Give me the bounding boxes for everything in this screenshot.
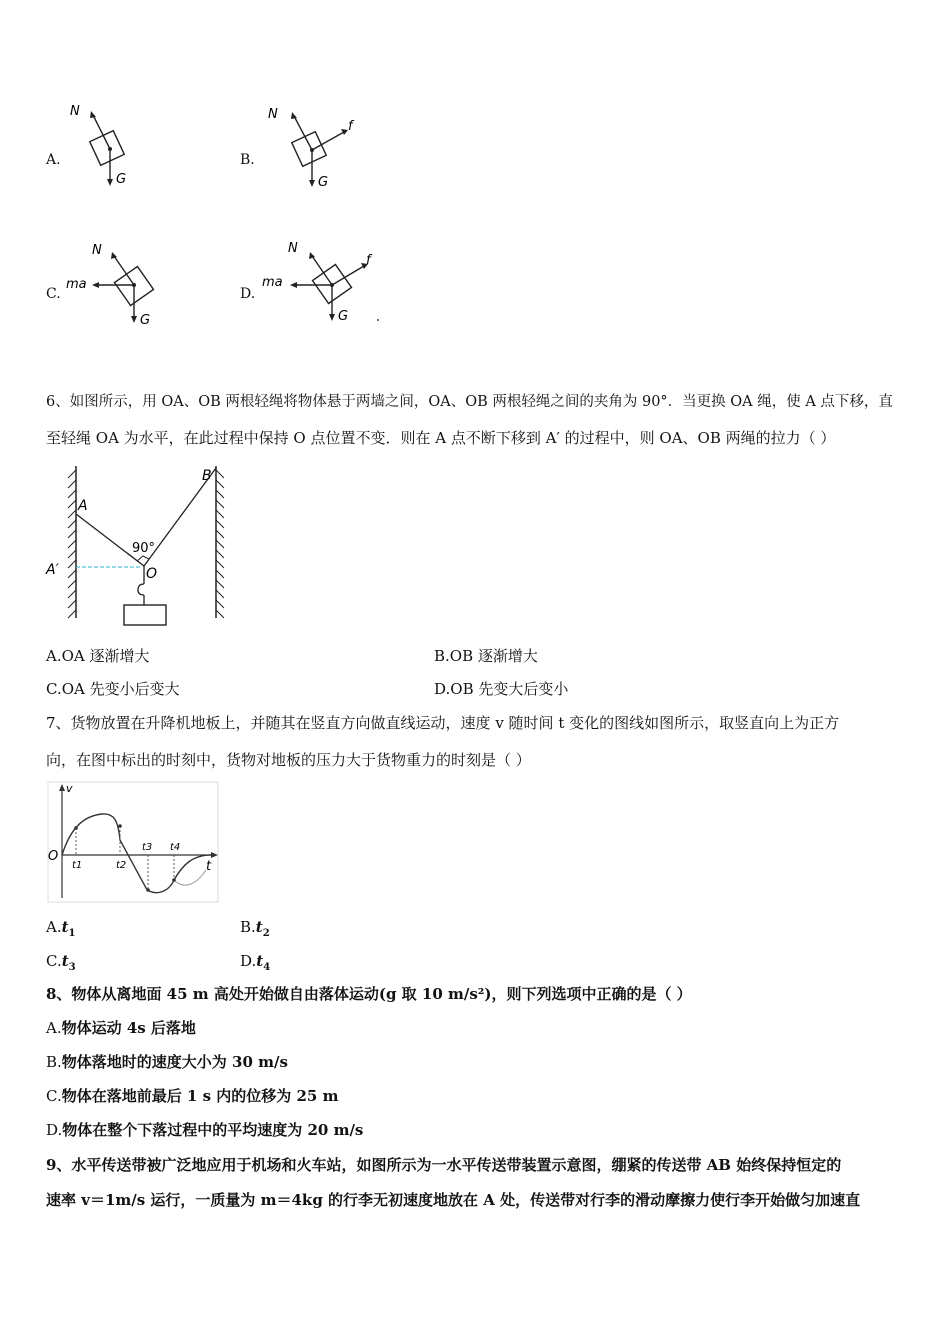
force-label-g: G: [338, 309, 349, 324]
angle-label: 90°: [132, 541, 156, 556]
q5-option-b-diagram: [260, 98, 370, 198]
left-wall-hatch: [68, 470, 76, 618]
force-label-n: N: [70, 104, 80, 119]
tick-t4: t4: [170, 842, 181, 853]
q6-stem-line1: 6、如图所示，用 OA、OB 两根轻绳将物体悬于两墙之间，OA、OB 两根轻绳之间的夹角为 90°．当更换 OA 绳，使 A 点下移，直: [46, 394, 893, 410]
point-o-label: O: [146, 566, 158, 582]
force-label-f: f: [366, 253, 371, 268]
tick-t2: t2: [116, 860, 127, 871]
t-axis-label: t: [206, 859, 212, 874]
q8-option-a: A.物体运动 4s 后落地: [46, 1019, 196, 1037]
origin-label: O: [48, 849, 59, 864]
point-b-label: B: [202, 468, 212, 484]
q7-stem-line2: 向，在图中标出的时刻中，货物对地板的压力大于货物重力的时刻是（ ）: [46, 751, 531, 769]
q9-stem-line1: 9、水平传送带被广泛地应用于机场和火车站，如图所示为一水平传送带装置示意图，绷紧的传送带 AB 始终保持恒定的: [46, 1156, 842, 1174]
q7-vt-graph: [44, 780, 224, 905]
hanging-weight: [124, 605, 166, 625]
force-label-ma: ma: [262, 275, 283, 290]
q8-option-c: C.物体在落地前最后 1 s 内的位移为 25 m: [46, 1087, 339, 1105]
point-a-prime-label: A′: [46, 562, 59, 578]
q5-option-d-label: D.: [240, 286, 256, 302]
q7-option-b: $B.t_2$: [240, 918, 270, 939]
q7-stem-line1: 7、货物放置在升降机地板上，并随其在竖直方向做直线运动，速度 v 随时间 t 变化的图线如图所示，取竖直向上为正方: [46, 714, 840, 732]
force-label-g: G: [116, 172, 127, 187]
q5-option-c-label: C.: [46, 286, 61, 302]
q9-stem-line2: 速率 v＝1m/s 运行，一质量为 m＝4kg 的行李无初速度地放在 A 处，传送带对行李的滑动摩擦力使行李开始做匀加速直: [46, 1191, 861, 1209]
right-wall-hatch: [216, 470, 224, 618]
q6-figure: [44, 462, 234, 632]
v-t-curve: [62, 814, 214, 893]
q5-option-b-label: B.: [240, 152, 255, 168]
point-a-label: A: [78, 498, 88, 514]
q6-option-c: C.OA 先变小后变大: [46, 680, 180, 698]
q5-option-a-diagram: [60, 95, 150, 195]
q6-option-a: A.OA 逐渐增大: [46, 647, 150, 665]
force-label-g: G: [140, 313, 151, 328]
force-label-n: N: [92, 243, 102, 258]
q7-option-a: $A.t_1$: [46, 918, 76, 939]
q5-option-c-diagram: [62, 236, 172, 336]
tick-t3: t3: [142, 842, 153, 853]
q8-option-b: B.物体落地时的速度大小为 30 m/s: [46, 1053, 288, 1071]
tick-t1: t1: [72, 860, 83, 871]
q7-option-c: $C.t_3$: [46, 952, 76, 973]
q8-stem: 8、物体从离地面 45 m 高处开始做自由落体运动(g 取 10 m/s²)，则下列选项中正确的是（ ）: [46, 985, 692, 1003]
q5-option-d-diagram: [258, 234, 383, 329]
q6-option-b: B.OB 逐渐增大: [434, 647, 538, 665]
force-label-f: f: [348, 119, 353, 134]
v-axis-label: v: [66, 782, 73, 795]
q8-option-d: D.物体在整个下落过程中的平均速度为 20 m/s: [46, 1121, 364, 1139]
rope-oa: [76, 514, 144, 566]
force-label-ma: ma: [66, 277, 87, 292]
force-label-n: N: [288, 241, 298, 256]
force-label-n: N: [268, 107, 278, 122]
q6-option-d: D.OB 先变大后变小: [434, 680, 569, 698]
q6-stem-line2: 至轻绳 OA 为水平，在此过程中保持 O 点位置不变．则在 A 点不断下移到 A′ 的过程中，则 OA、OB 两绳的拉力（ ）: [46, 429, 836, 447]
q7-option-d: $D.t_4$: [240, 952, 271, 973]
q5-option-a-label: A.: [46, 152, 61, 168]
force-label-g: G: [318, 175, 329, 190]
